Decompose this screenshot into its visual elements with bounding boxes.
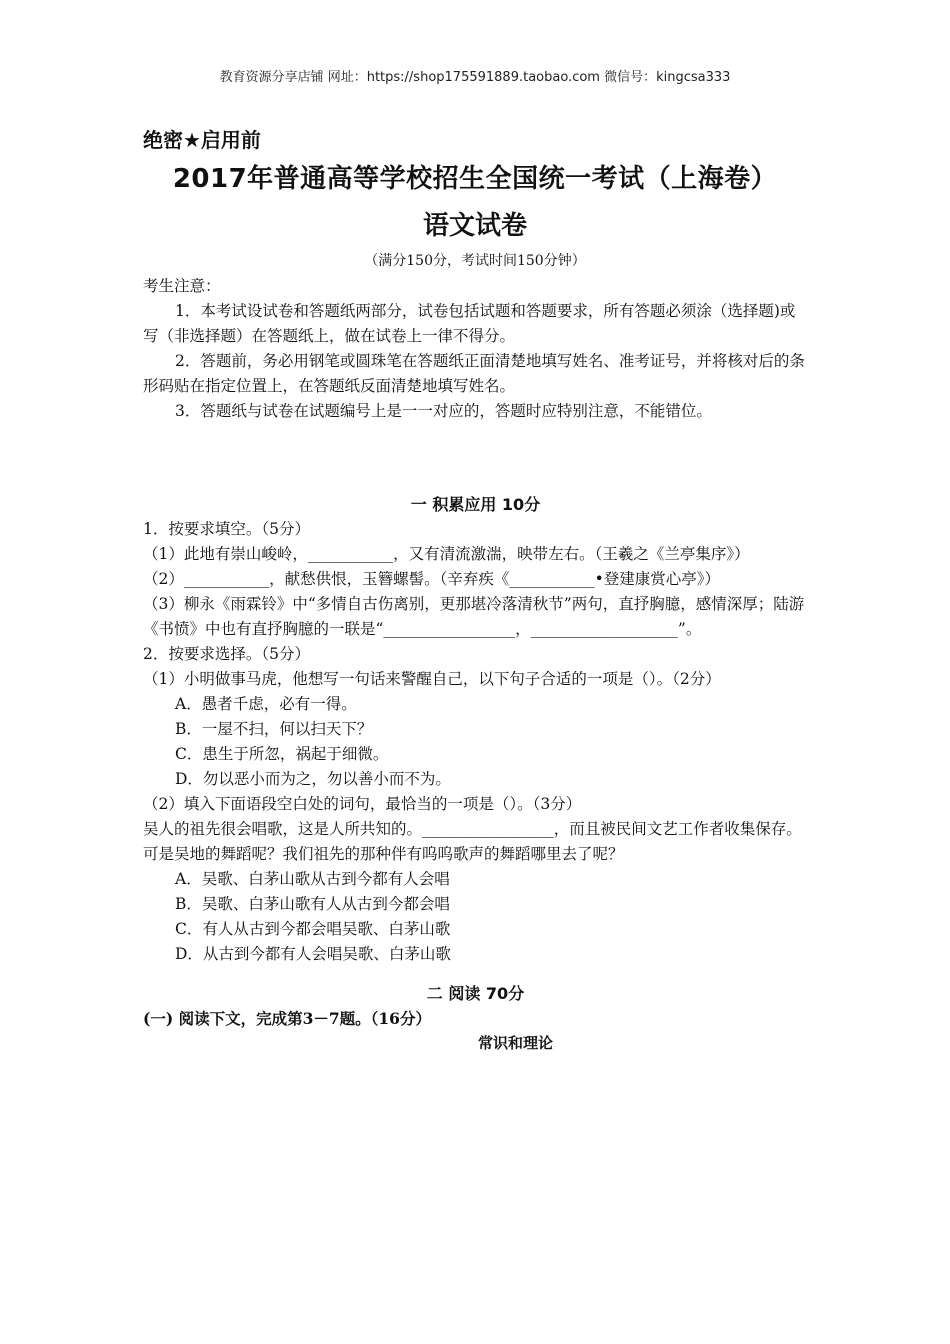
option-item: C．患生于所忽，祸起于细微。: [175, 745, 389, 763]
article-title: 常识和理论: [477, 1034, 553, 1052]
notice-item: 1．本考试设试卷和答题纸两部分，试卷包括试题和答题要求，所有答题必须涂（选择题)或写（非选择题）在答题纸上，做在试卷上一律不得分。: [143, 302, 796, 345]
notice-item: 2．答题前，务必用钢笔或圆珠笔在答题纸正面清楚地填写姓名、准考证号，并将核对后的条形码贴在指定位置上，在答题纸反面清楚地填写姓名。: [143, 352, 805, 395]
secret-label: 绝密★启用前: [143, 128, 261, 152]
notice-heading: 考生注意：: [143, 277, 221, 295]
exam-content: [143, 274, 808, 1056]
question-part: （2）填入下面语段空白处的词句，最恰当的一项是（）。（3分）: [143, 795, 582, 813]
question-part: （2）___________，献愁供恨，玉簪螺髻。（辛弃疾《___________•登建康赏心亭》）: [143, 570, 721, 588]
option-item: C．有人从古到今都会唱吴歌、白茅山歌: [175, 920, 451, 938]
option-item: A．吴歌、白茅山歌从古到今都有人会唱: [175, 870, 450, 888]
spacer: [143, 424, 808, 492]
option-item: D．勿以恶小而为之，勿以善小而不为。: [175, 770, 451, 788]
exam-title: 2017年普通高等学校招生全国统一考试（上海卷）: [172, 164, 778, 194]
score-note: （满分150分，考试时间150分钟）: [364, 253, 586, 269]
question-part: （3）柳永《雨霖铃》中“多情自古伤离别，更那堪冷落清秋节”两句，直抒胸臆，感情深厚；陆游《书愤》中也有直抒胸臆的一联是“_________________，___________________”。: [143, 595, 805, 638]
reading-instruction: (一) 阅读下文，完成第3－7题。（16分）: [143, 1009, 431, 1028]
option-item: B．吴歌、白茅山歌有人从古到今都会唱: [175, 895, 450, 913]
option-item: B．一屋不扫，何以扫天下？: [175, 720, 373, 738]
option-item: A．愚者千虑，必有一得。: [175, 695, 357, 713]
notice-item: 3．答题纸与试卷在试题编号上是一一对应的，答题时应特别注意，不能错位。: [175, 402, 712, 420]
question-part: （1）此地有崇山峻岭，___________，又有清流激湍，映带左右。（王羲之《兰亭集序》）: [143, 545, 750, 563]
question-stem: 1．按要求填空。（5分）: [143, 520, 310, 538]
passage: 吴人的祖先很会唱歌，这是人所共知的。_________________，而且被民间文艺工作者收集保存。可是吴地的舞蹈呢？我们祖先的那种伴有呜呜歌声的舞蹈哪里去了呢？: [143, 820, 802, 863]
exam-subtitle: 语文试卷: [422, 211, 527, 241]
question-part: （1）小明做事马虎，他想写一句话来警醒自己，以下句子合适的一项是（）。（2分）: [143, 670, 721, 688]
section-title: 一 积累应用 10分: [410, 495, 541, 514]
shop-header: 教育资源分享店铺 网址：https://shop175591889.taobao.com 微信号：kingcsa333: [219, 70, 731, 85]
section-title: 二 阅读 70分: [426, 984, 525, 1003]
option-item: D．从古到今都有人会唱吴歌、白茅山歌: [175, 945, 451, 963]
question-stem: 2．按要求选择。（5分）: [143, 645, 310, 663]
